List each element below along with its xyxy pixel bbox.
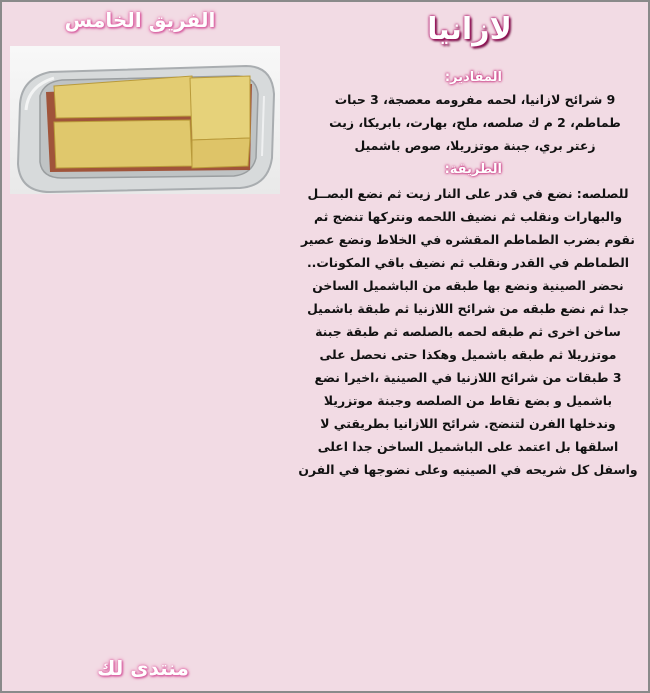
method-line: اسلقها بل اعتمد على الباشميل الساخن جدا اعلى	[317, 439, 619, 454]
method-line: موتزريلا ثم طبقه باشميل وهكذا حتى نحصل على	[319, 347, 617, 362]
ingredients-line: زعتر بري، جبنة موتزريلا، صوص باشميل	[354, 138, 596, 153]
method-line: نقوم بضرب الطماطم المقشره في الخلاط ونضع عصير	[301, 232, 635, 247]
method-line: الطماطم في القدر ونقلب ثم نضيف باقي المكونات..	[306, 255, 630, 270]
method-line: جدا ثم نضع طبقه من شرائح اللازنيا ثم طبقة باشميل	[307, 301, 629, 316]
method-line: نحضر الصينية ونضع بها طبقه من الباشميل الساخن	[312, 278, 624, 293]
method-line: والبهارات ونقلب ثم نضيف اللحمه ونتركها تنضج ثم	[313, 209, 623, 224]
watermark-bottom: منتدى لك	[97, 656, 189, 680]
method-line: وندخلها الفرن لتنضج. شرائح اللازانيا بطريقتي لا	[320, 416, 616, 431]
recipe-title: لازانيا	[427, 12, 512, 47]
watermark-top: الفريق الخامس	[64, 8, 216, 32]
method-line: 3 طبقات من شرائح اللازنيا في الصينية ،اخيرا نضع	[314, 370, 622, 385]
ingredients-line: 9 شرائح لازانيا، لحمه مفرومه معصجة، 3 حبات	[334, 92, 616, 107]
ingredients-line: طماطم، 2 م ك صلصه، ملح، بهارت، بابريكا، زيت	[329, 115, 621, 130]
ingredients-text	[314, 88, 636, 157]
method-text	[290, 182, 646, 481]
method-heading: الطريقة:	[444, 162, 502, 177]
method-line: باشميل و بضع نقاط من الصلصه وجبنة موتزريلا	[323, 393, 613, 408]
method-line: للصلصه: نضع في قدر على النار زيت ثم نضع البصــل	[307, 186, 629, 201]
method-line: واسفل كل شريحه في الصينيه وعلى نضوجها في الفرن	[298, 462, 638, 477]
method-line: ساخن اخرى ثم طبقه لحمه بالصلصه ثم طبقة جبنة	[315, 324, 621, 339]
lasagna-photo	[10, 46, 280, 194]
ingredients-heading: المقادير:	[444, 70, 502, 85]
